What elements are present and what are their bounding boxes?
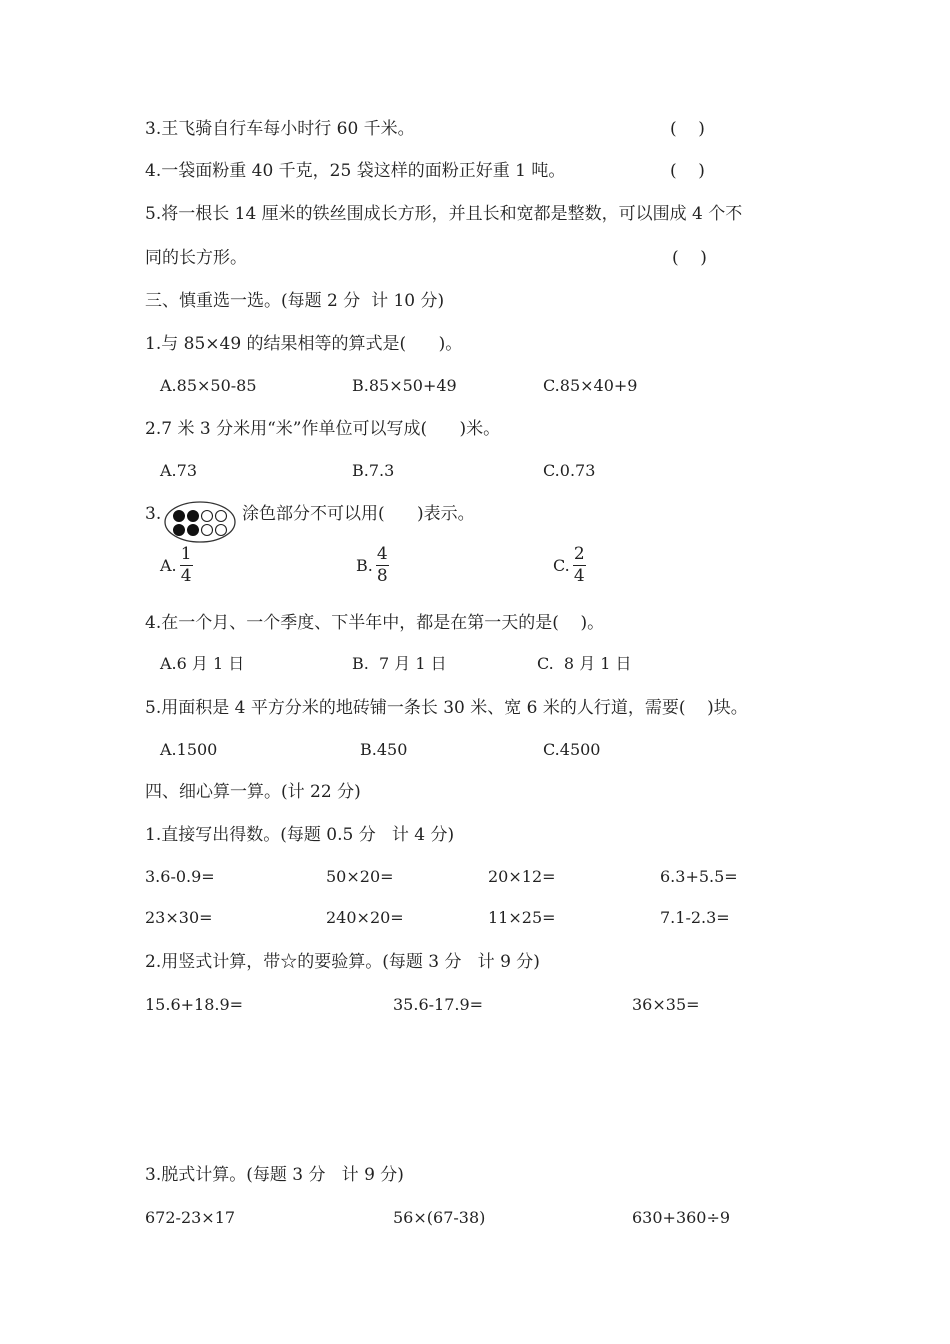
dot-empty xyxy=(202,511,213,522)
section-4-title: 四、细心算一算。(计 22 分) xyxy=(145,782,361,802)
choice-q3-option-c[interactable]: C. $\frac{2}{4}$ xyxy=(553,544,585,586)
judge-answer-paren-3[interactable]: ( ) xyxy=(670,119,705,139)
dot-filled xyxy=(188,511,199,522)
dot-filled xyxy=(174,525,185,536)
fraction: $\frac{1}{4}$ xyxy=(180,544,192,586)
oral-calc-item: 6.3+5.5= xyxy=(660,867,738,886)
fraction: $\frac{4}{8}$ xyxy=(376,544,388,586)
dot-empty xyxy=(202,525,213,536)
choice-q2-option-a[interactable]: A.73 xyxy=(160,461,197,480)
section-3-title: 三、慎重选一选。(每题 2 分 计 10 分) xyxy=(145,291,445,311)
judge-item-5: 5.将一根长 14 厘米的铁丝围成长方形，并且长和宽都是整数，可以围成 4 个不 xyxy=(145,204,743,224)
choice-q5: 5.用面积是 4 平方分米的地砖铺一条长 30 米、宽 6 米的人行道，需要( )块。 xyxy=(145,698,748,718)
judge-item-3: 3.王飞骑自行车每小时行 60 千米。 xyxy=(145,119,415,139)
choice-q3-option-b[interactable]: B. $\frac{4}{8}$ xyxy=(356,544,388,586)
choice-q5-option-a[interactable]: A.1500 xyxy=(160,740,218,759)
dots-figure xyxy=(163,500,237,544)
oral-calc-item: 23×30= xyxy=(145,908,213,927)
oral-calc-item: 3.6-0.9= xyxy=(145,867,215,886)
judge-item-5-continued: 同的长方形。 xyxy=(145,248,247,268)
oral-calc-item: 50×20= xyxy=(326,867,394,886)
vertical-calc-item: 35.6-17.9= xyxy=(393,995,484,1014)
choice-q3-option-a[interactable]: A. $\frac{1}{4}$ xyxy=(160,544,192,586)
choice-q4-option-b[interactable]: B. 7 月 1 日 xyxy=(352,654,447,673)
choice-q1-option-a[interactable]: A.85×50-85 xyxy=(160,376,257,395)
choice-q4-option-a[interactable]: A.6 月 1 日 xyxy=(160,654,245,673)
part-2-title: 2.用竖式计算，带☆的要验算。(每题 3 分 计 9 分) xyxy=(145,952,540,972)
dot-empty xyxy=(216,511,227,522)
choice-q3-number: 3. xyxy=(145,504,162,524)
choice-q1: 1.与 85×49 的结果相等的算式是( )。 xyxy=(145,334,463,354)
choice-q4: 4.在一个月、一个季度、下半年中，都是在第一天的是( )。 xyxy=(145,613,605,633)
dot-filled xyxy=(174,511,185,522)
choice-q2: 2.7 米 3 分米用“米”作单位可以写成( )米。 xyxy=(145,419,501,439)
choice-q3: 涂色部分不可以用( )表示。 xyxy=(242,504,475,524)
choice-q5-option-b[interactable]: B.450 xyxy=(360,740,408,759)
oral-calc-item: 20×12= xyxy=(488,867,556,886)
fraction: $\frac{2}{4}$ xyxy=(573,544,585,586)
judge-answer-paren-5[interactable]: ( ) xyxy=(672,248,707,268)
choice-q2-option-b[interactable]: B.7.3 xyxy=(352,461,395,480)
choice-q4-option-c[interactable]: C. 8 月 1 日 xyxy=(537,654,632,673)
stepwise-calc-item: 630+360÷9 xyxy=(632,1208,731,1227)
dot-filled xyxy=(188,525,199,536)
judge-answer-paren-4[interactable]: ( ) xyxy=(670,161,705,181)
choice-q5-option-c[interactable]: C.4500 xyxy=(543,740,601,759)
vertical-calc-item: 36×35= xyxy=(632,995,700,1014)
part-1-title: 1.直接写出得数。(每题 0.5 分 计 4 分) xyxy=(145,825,455,845)
stepwise-calc-item: 56×(67-38) xyxy=(393,1208,486,1227)
oral-calc-item: 11×25= xyxy=(488,908,556,927)
dot-empty xyxy=(216,525,227,536)
choice-q1-option-c[interactable]: C.85×40+9 xyxy=(543,376,638,395)
vertical-calc-item: 15.6+18.9= xyxy=(145,995,244,1014)
choice-q2-option-c[interactable]: C.0.73 xyxy=(543,461,596,480)
judge-item-4: 4.一袋面粉重 40 千克，25 袋这样的面粉正好重 1 吨。 xyxy=(145,161,566,181)
stepwise-calc-item: 672-23×17 xyxy=(145,1208,236,1227)
oral-calc-item: 240×20= xyxy=(326,908,404,927)
choice-q1-option-b[interactable]: B.85×50+49 xyxy=(352,376,457,395)
oral-calc-item: 7.1-2.3= xyxy=(660,908,730,927)
part-3-title: 3.脱式计算。(每题 3 分 计 9 分) xyxy=(145,1165,404,1185)
